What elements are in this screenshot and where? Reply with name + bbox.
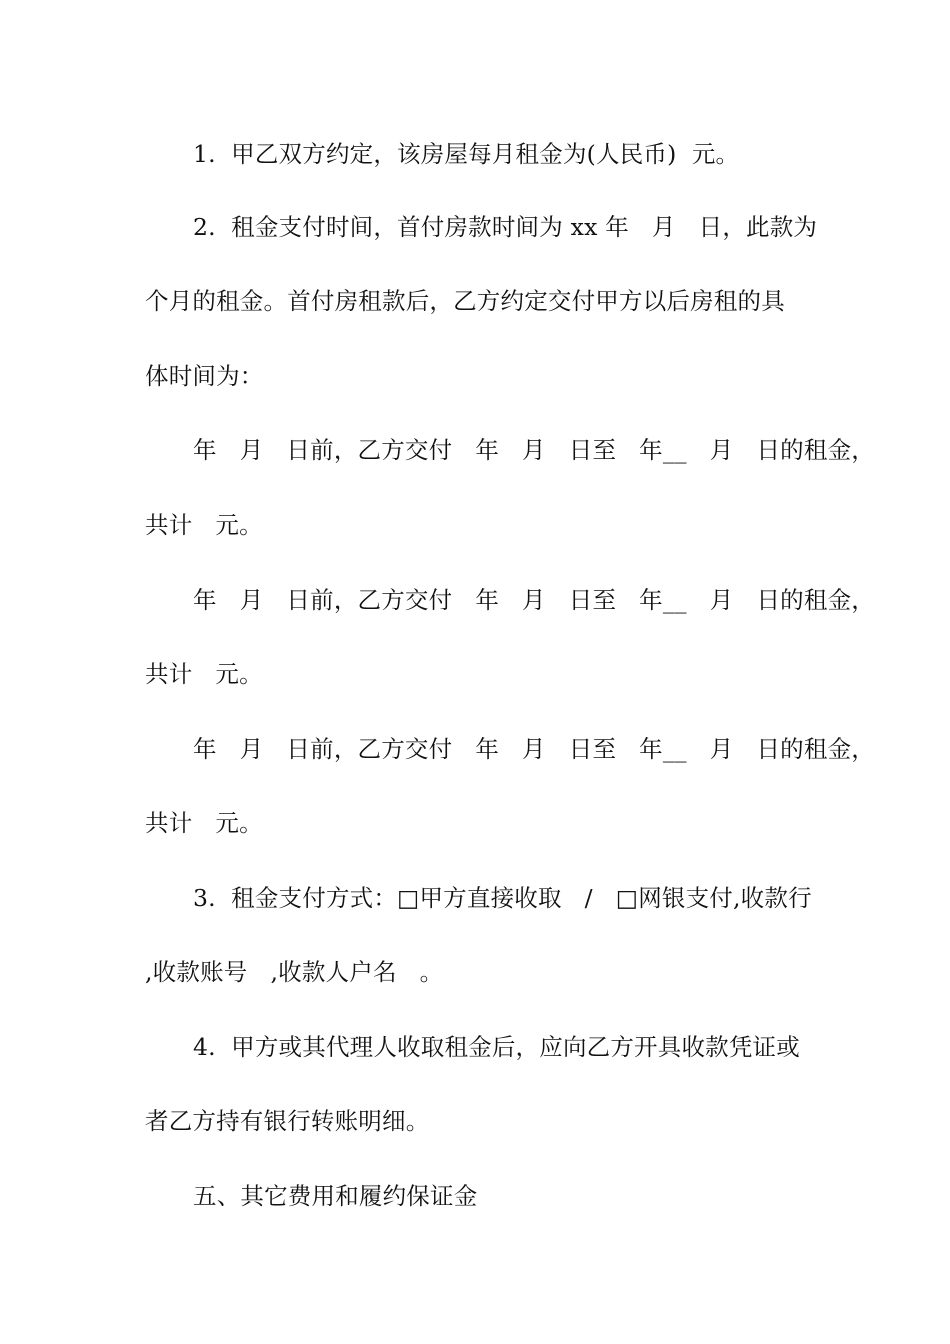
payment-schedule-row-3: 年 月 日前，乙方交付 年 月 日至 年__ 月 日的租金， <box>193 735 875 763</box>
clause-1-monthly-rent: 1. 甲乙双方约定，该房屋每月租金为(人民币) 元。 <box>193 140 740 168</box>
clause-3-account-details: ,收款账号 ,收款人户名 。 <box>145 958 444 986</box>
clause-3-payment-method: 3. 租金支付方式：□甲方直接收取 / □网银支付,收款行 <box>193 884 812 912</box>
clause-4-receipt: 4. 甲方或其代理人收取租金后，应向乙方开具收款凭证或 <box>193 1033 800 1061</box>
payment-schedule-total-2: 共计 元。 <box>145 660 263 688</box>
clause-2-continuation-1: 个月的租金。首付房租款后，乙方约定交付甲方以后房租的具 <box>145 287 785 315</box>
clause-4-continuation: 者乙方持有银行转账明细。 <box>145 1107 430 1135</box>
payment-schedule-total-3: 共计 元。 <box>145 809 263 837</box>
clause-2-continuation-2: 体时间为： <box>145 362 264 390</box>
payment-schedule-row-2: 年 月 日前，乙方交付 年 月 日至 年__ 月 日的租金， <box>193 586 875 614</box>
payment-schedule-total-1: 共计 元。 <box>145 511 263 539</box>
payment-schedule-row-1: 年 月 日前，乙方交付 年 月 日至 年__ 月 日的租金， <box>193 436 875 464</box>
section-5-heading: 五、其它费用和履约保证金 <box>193 1182 478 1210</box>
clause-2-payment-time: 2. 租金支付时间，首付房款时间为 xx 年 月 日，此款为 <box>193 213 818 241</box>
